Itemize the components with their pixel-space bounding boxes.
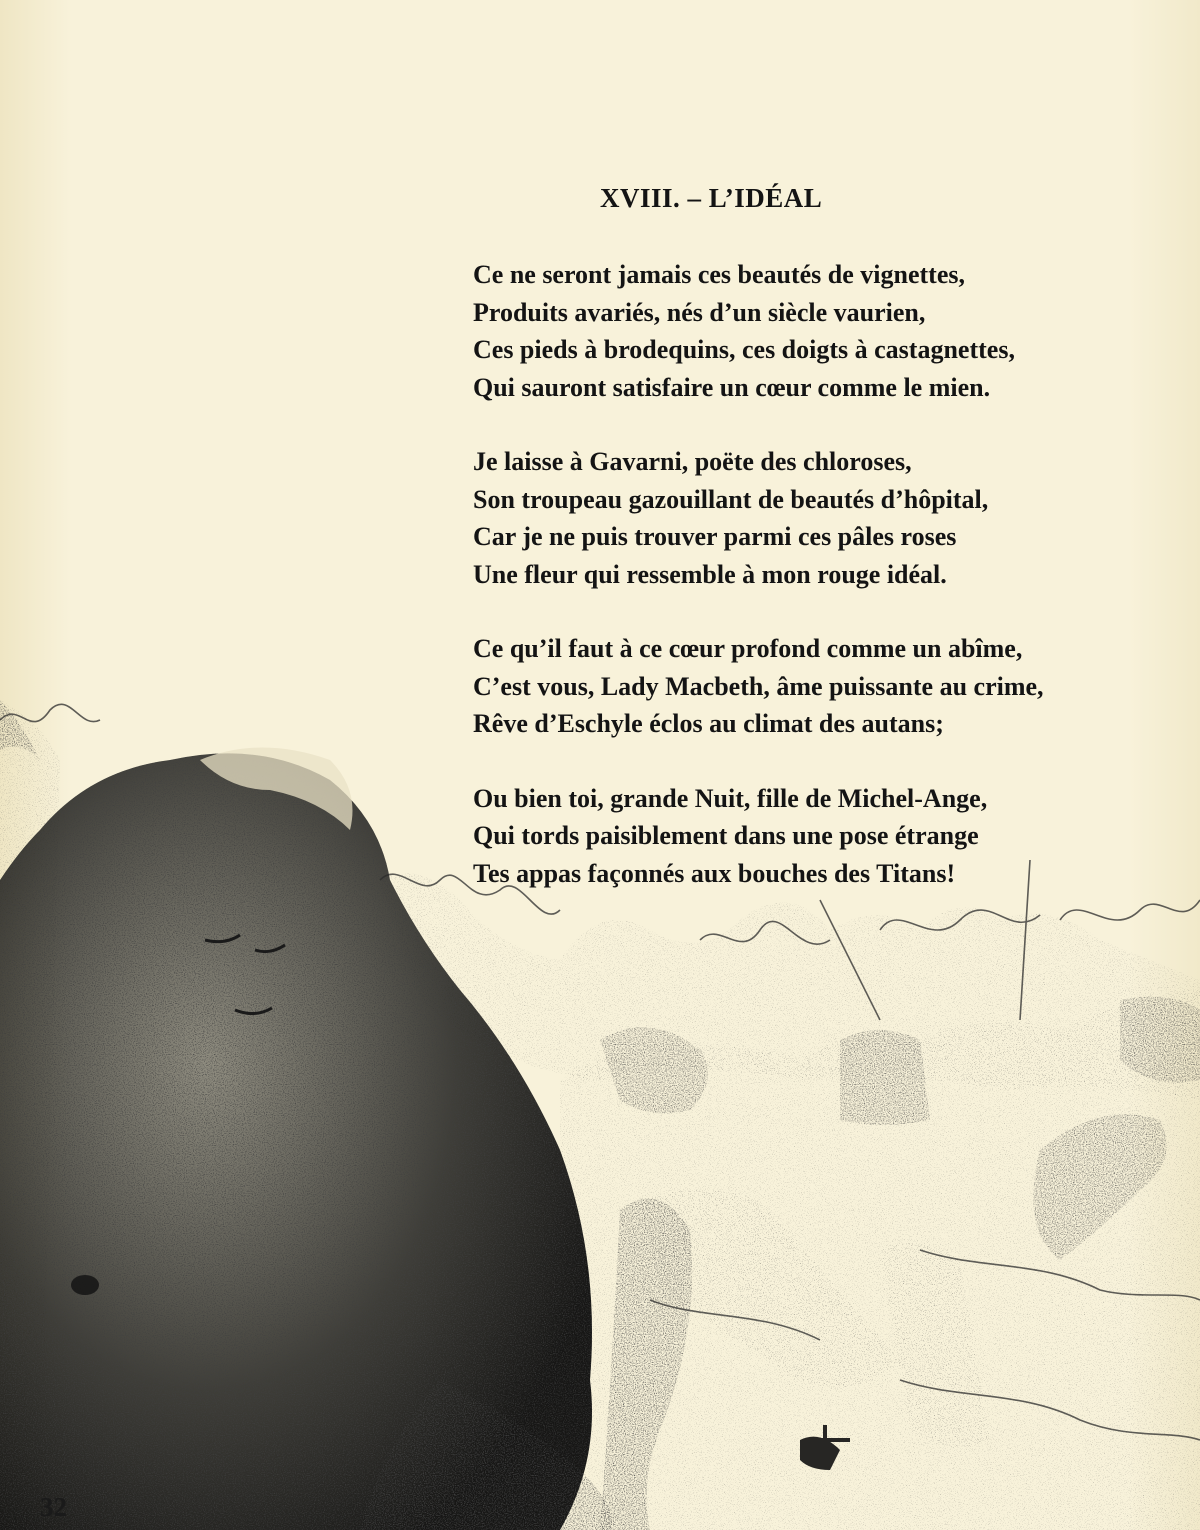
verse-line: Car je ne puis trouver parmi ces pâles roses <box>473 522 957 551</box>
verse-line: Produits avariés, nés d’un siècle vaurien, <box>473 297 926 327</box>
verse-line: Je laisse à Gavarni, poëte des chloroses, <box>473 447 912 476</box>
stanza-2 <box>473 443 1113 593</box>
poem <box>473 178 1113 892</box>
verse-line: Qui sauront satisfaire un cœur comme le mien. <box>473 372 991 402</box>
stanza-3 <box>473 630 1113 743</box>
page-number: 32 <box>40 1492 67 1522</box>
verse-line: Ce ne seront jamais ces beautés de vignettes, <box>473 260 965 289</box>
stanza-1 <box>473 256 1113 406</box>
verse-line: Ces pieds à brodequins, ces doigts à castagnettes, <box>473 335 1015 364</box>
verse-line: Tes appas façonnés aux bouches des Titans! <box>473 858 956 888</box>
verse-line: Une fleur qui ressemble à mon rouge idéal. <box>473 559 947 589</box>
verse-line: Rêve d’Eschyle éclos au climat des autans; <box>473 709 944 738</box>
verse-line: Qui tords paisiblement dans une pose étrange <box>473 821 979 850</box>
verse-line: C’est vous, Lady Macbeth, âme puissante au crime, <box>473 671 1044 701</box>
stanza-4 <box>473 780 1113 893</box>
verse-line: Ce qu’il faut à ce cœur profond comme un abîme, <box>473 634 1023 663</box>
verse-line: Ou bien toi, grande Nuit, fille de Michel-Ange, <box>473 783 988 813</box>
verse-line: Son troupeau gazouillant de beautés d’hôpital, <box>473 484 989 514</box>
poem-title: XVIII. – L’IDÉAL <box>600 183 823 213</box>
